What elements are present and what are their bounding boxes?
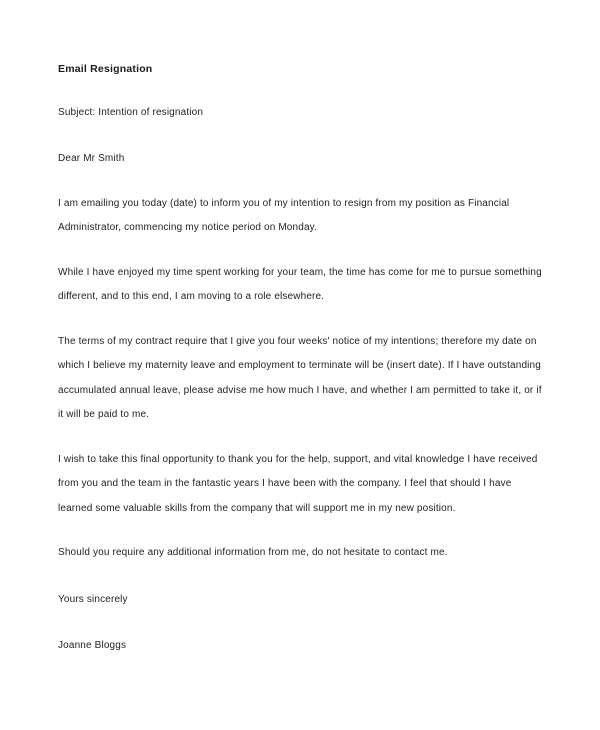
- closing-signoff: Yours sincerely: [58, 593, 128, 605]
- document-title: Email Resignation: [58, 63, 153, 75]
- salutation: Dear Mr Smith: [58, 153, 125, 165]
- signature-name: Joanne Bloggs: [58, 640, 127, 652]
- document-body: [58, 62, 544, 659]
- body-paragraph-2: While I have enjoyed my time spent working for your team, the time has come for me to pursue something different, and to this end, I am moving to a role elsewhere.: [58, 266, 542, 303]
- body-paragraph-5: Should you require any additional information from me, do not hesitate to contact me.: [58, 547, 448, 559]
- subject-line: Subject: Intention of resignation: [58, 106, 204, 118]
- body-paragraph-3: The terms of my contract require that I give you four weeks' notice of my intentions; therefore my date on which I believe my maternity leave and employment to terminate will be (insert date). If I have outstanding accumulated annual leave, please advise me how much I have, and whether I am permitted to take it, or if it will be paid to me.: [58, 335, 542, 421]
- body-paragraph-4: I wish to take this final opportunity to thank you for the help, support, and vital knowledge I have received from you and the team in the fantastic years I have been with the company. I feel that should I have learned some valuable skills from the company that will support me in my new position.: [58, 453, 538, 514]
- body-paragraph-1: I am emailing you today (date) to inform you of my intention to resign from my position as Financial Administrator, commencing my notice period on Monday.: [58, 197, 510, 234]
